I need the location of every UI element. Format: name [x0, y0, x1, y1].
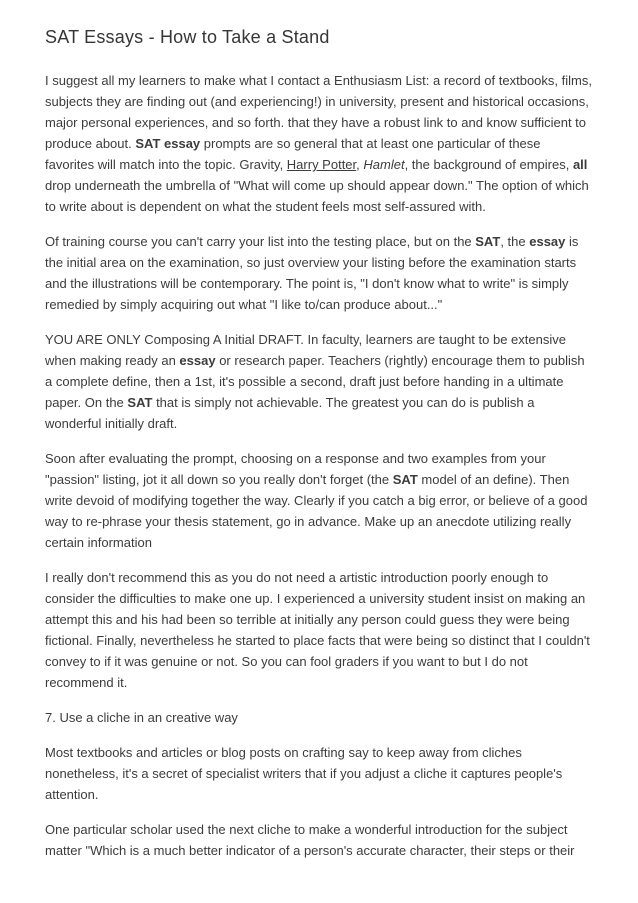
- text-run: , the: [500, 234, 530, 249]
- text-run: model of an define). Then write devoid of modifying together the way. Clearly if you catch a big error, or believe of a good way to re-phrase your thesis statement, go in advance. Make up an anecdote utilizing really certain information: [45, 472, 588, 550]
- bold-text-run: essay: [179, 353, 216, 368]
- paragraph: [45, 819, 592, 861]
- document-body: [45, 70, 592, 861]
- bold-text-run: all: [572, 157, 588, 172]
- bold-text-run: SAT essay: [135, 136, 201, 151]
- text-run: is the initial area on the examination, so just overview your listing before the examination starts and the illustrations will be contemporary. The point is, "I don't know what to write" is simply remedied by simply acquiring out what "I like to/can produce about...": [45, 234, 579, 312]
- text-run: YOU ARE ONLY Composing A Initial DRAFT. In faculty, learners are taught to be extensive when making ready an: [45, 332, 566, 368]
- italic-text-run: Hamlet: [363, 157, 405, 172]
- text-run: I suggest all my learners to make what I contact a Enthusiasm List: a record of textbooks, films, subjects they are finding out (and experiencing!) in university, present and historical occasions, major personal experiences, and so forth. that they have a robust link to and know sufficient to produce about.: [45, 73, 592, 151]
- paragraph: [45, 448, 592, 553]
- paragraph: [45, 231, 592, 315]
- paragraph: [45, 567, 592, 693]
- text-run: that is simply not achievable. The greatest you can do is publish a wonderful initially draft.: [45, 395, 535, 431]
- text-run: One particular scholar used the next cliche to make a wonderful introduction for the subject matter "Which is a much better indicator of a person's accurate character, their steps or their: [45, 822, 575, 858]
- text-run: I really don't recommend this as you do not need a artistic introduction poorly enough to consider the difficulties to make one up. I experienced a university student insist on making an attempt this and his had been so terrible at initially any person could guess they were being fictional. Finally, nevertheless he started to place facts that were being so distinct that I couldn't convey to if it was genuine or not. So you can fool graders if you want to but I do not recommend it.: [45, 570, 590, 690]
- text-run: Of training course you can't carry your list into the testing place, but on the: [45, 234, 476, 249]
- text-run: drop underneath the umbrella of "What will come up should appear down." The option of which to write about is dependent on what the student feels most self-assured with.: [45, 178, 589, 214]
- text-run: or research paper. Teachers (rightly) encourage them to publish a complete define, then a 1st, it's possible a second, draft just before handing in a ultimate paper. On the: [45, 353, 585, 410]
- bold-text-run: SAT: [127, 395, 153, 410]
- document-title: SAT Essays - How to Take a Stand: [45, 27, 330, 47]
- underlined-text-run: Harry Potter: [286, 157, 357, 172]
- paragraph: [45, 707, 592, 728]
- text-run: Most textbooks and articles or blog posts on crafting say to keep away from cliches nonetheless, it's a secret of specialist writers that if you adjust a cliche it captures people's attention.: [45, 745, 563, 802]
- text-run: prompts are so general that at least one particular of these favorites will match into the topic. Gravity,: [45, 136, 541, 172]
- bold-text-run: SAT: [475, 234, 501, 249]
- text-run: 7. Use a cliche in an creative way: [45, 710, 238, 725]
- bold-text-run: essay: [529, 234, 566, 249]
- paragraph: [45, 70, 592, 217]
- paragraph: [45, 329, 592, 434]
- text-run: , the background of empires,: [404, 157, 573, 172]
- bold-text-run: SAT: [392, 472, 418, 487]
- text-run: ,: [356, 157, 364, 172]
- text-run: Soon after evaluating the prompt, choosing on a response and two examples from your "passion" listing, jot it all down so you really don't forget (the: [45, 451, 546, 487]
- paragraph: [45, 742, 592, 805]
